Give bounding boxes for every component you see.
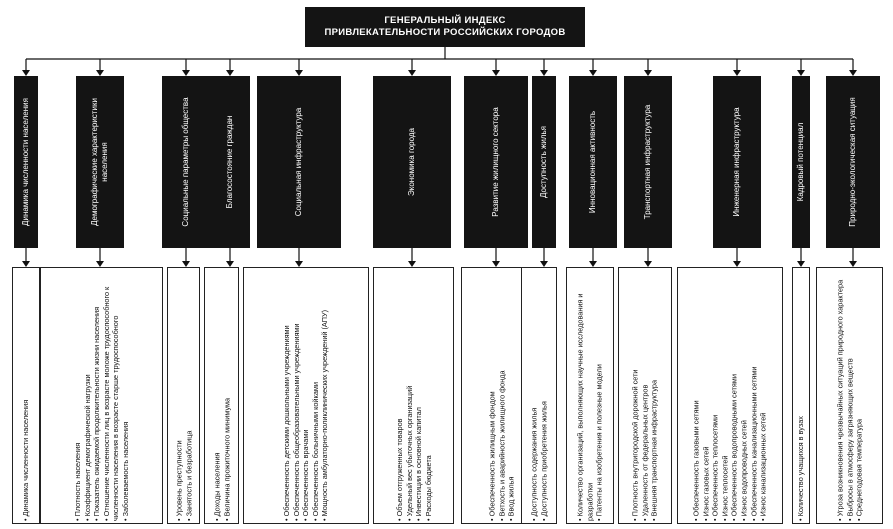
category-label: Развитие жилищного сектора (491, 107, 500, 217)
category-box (464, 76, 528, 248)
indicator-item: • Количество учащихся в вузах (796, 415, 806, 521)
indicator-list (631, 271, 660, 521)
indicator-list (21, 271, 31, 521)
indicator-list (212, 271, 231, 521)
indicator-item: • Обеспеченность канализационными сетями (749, 366, 759, 521)
indicator-item: • Обеспеченность газовыми сетями (691, 399, 701, 521)
category-label: Транспортная инфраструктура (643, 104, 652, 220)
indicator-list (487, 271, 516, 521)
indicator-list (529, 271, 548, 521)
category-label: Природно-экологическая ситуация (848, 97, 857, 227)
indicator-item: • Ввод жилья (506, 476, 516, 521)
indicator-box (566, 267, 614, 524)
category-label: Социальная инфраструктура (294, 107, 303, 217)
indicator-list (73, 271, 131, 521)
indicator-item: • Патенты на изобретения и полезные модели (594, 363, 604, 521)
indicator-item: • Плотность населения (72, 442, 82, 521)
indicator-item: • Уровень преступности (173, 439, 183, 521)
indicator-item: • Инвестиции в основной капитал (413, 406, 423, 521)
category-box (76, 76, 124, 248)
indicator-item: • Удельный вес убыточных организаций (403, 385, 413, 521)
category-label: Доступность жилья (539, 126, 548, 198)
category-box (624, 76, 672, 248)
indicator-item: • Износ теплосетей (720, 455, 730, 521)
indicator-list (576, 271, 605, 521)
indicator-list (282, 271, 330, 521)
indicator-box (792, 267, 810, 524)
root-title-line-1: ГЕНЕРАЛЬНЫЙ ИНДЕКС (384, 15, 506, 26)
category-box (257, 76, 341, 248)
indicator-box (677, 267, 783, 524)
indicator-box (12, 267, 40, 524)
category-label: Благосостояние граждан (225, 115, 234, 209)
indicator-list (394, 271, 432, 521)
indicator-box (243, 267, 369, 524)
indicator-box (618, 267, 672, 524)
indicator-item: • Выбросы в атмосферу загрязняющих веществ (844, 357, 854, 521)
indicator-item: • Динамика численности населения (21, 399, 31, 521)
indicator-item: • Обеспеченность больничными койками (310, 381, 320, 521)
indicator-item: • Угроза возникновения чрезвычайных ситуаций природного характера (835, 279, 845, 521)
root-node (305, 7, 585, 47)
category-label: Динамика численности населения (21, 98, 30, 226)
indicator-item: • Количество организаций, выполняющих научные исследования и разработки (575, 293, 595, 521)
indicator-item: • Доступность приобретения жилья (539, 400, 548, 521)
indicator-box (167, 267, 200, 524)
indicator-item: • Обеспеченность жилищным фондом (487, 390, 497, 521)
category-box (569, 76, 617, 248)
category-box (826, 76, 880, 248)
indicator-item: • Показатель ожидаемой продолжительности жизни населения (91, 306, 101, 521)
category-label: Экономика города (407, 128, 416, 197)
category-box (373, 76, 451, 248)
indicator-item: • Плотность внутригородской дорожной сети (630, 368, 640, 521)
indicator-item: • Расходы бюджета (423, 454, 433, 521)
indicator-item: • Величина прожиточного минимума (221, 397, 231, 521)
root-title-line-2: ПРИВЛЕКАТЕЛЬНОСТИ РОССИЙСКИХ ГОРОДОВ (324, 27, 566, 38)
category-box (162, 76, 210, 248)
indicator-item: • Коэффициент демографической нагрузки (82, 373, 92, 521)
category-box (210, 76, 250, 248)
indicator-list (174, 271, 193, 521)
category-box (792, 76, 810, 248)
indicator-item: • Доходы населения (211, 451, 221, 521)
indicator-item: • Обеспеченность общеобразовательными учреждениями (291, 323, 301, 521)
indicator-item: • Заболеваемость населения (120, 421, 130, 521)
indicator-item: • Занятость и безработица (183, 430, 193, 521)
indicator-item: • Внешняя транспортная инфраструктура (649, 379, 659, 521)
indicator-item: • Среднегодовая температура (854, 418, 864, 521)
indicator-item: • Обеспеченность теплосетями (710, 414, 720, 521)
category-label: Социальные параметры общества (181, 97, 190, 227)
indicator-item: • Износ канализационных сетей (758, 412, 768, 521)
indicator-item: • Износ водопроводных сетей (739, 419, 749, 521)
category-label: Демографические характеристики населения (90, 98, 109, 226)
indicator-item: • Доступность содержания жилья (529, 407, 539, 521)
indicator-item: • Отношение численности лиц в возрасте моложе трудоспособного к численности населения в возрасте старше трудоспособного (101, 286, 121, 521)
indicator-box (373, 267, 454, 524)
indicator-list (796, 271, 806, 521)
category-box (713, 76, 761, 248)
indicator-box (816, 267, 883, 524)
indicator-item: • Ветхость и аварийность жилищного фонда (496, 369, 506, 521)
category-box (532, 76, 556, 248)
indicator-item: • Удаленность от федеральных центров (640, 384, 650, 521)
indicator-item: • Объем отгруженных товаров (394, 417, 404, 521)
indicator-list (835, 271, 864, 521)
category-label: Инновационная активность (588, 110, 597, 214)
category-label: Инженерная инфраструктура (732, 107, 741, 217)
indicator-item: • Обеспеченность врачами (301, 429, 311, 521)
indicator-box (521, 267, 557, 524)
category-label: Кадровый потенциал (796, 122, 805, 202)
indicator-list (692, 271, 769, 521)
indicator-box (40, 267, 163, 524)
indicator-item: • Обеспеченность детскими дошкольными учреждениями (282, 324, 292, 521)
indicator-item: • Обеспеченность водопроводными сетями (730, 373, 739, 521)
category-box (14, 76, 38, 248)
indicator-box (204, 267, 239, 524)
indicator-item: • Износ газовых сетей (701, 446, 711, 521)
indicator-item: • Мощность амбулаторно-поликлинических учреждений (АПУ) (320, 309, 330, 521)
